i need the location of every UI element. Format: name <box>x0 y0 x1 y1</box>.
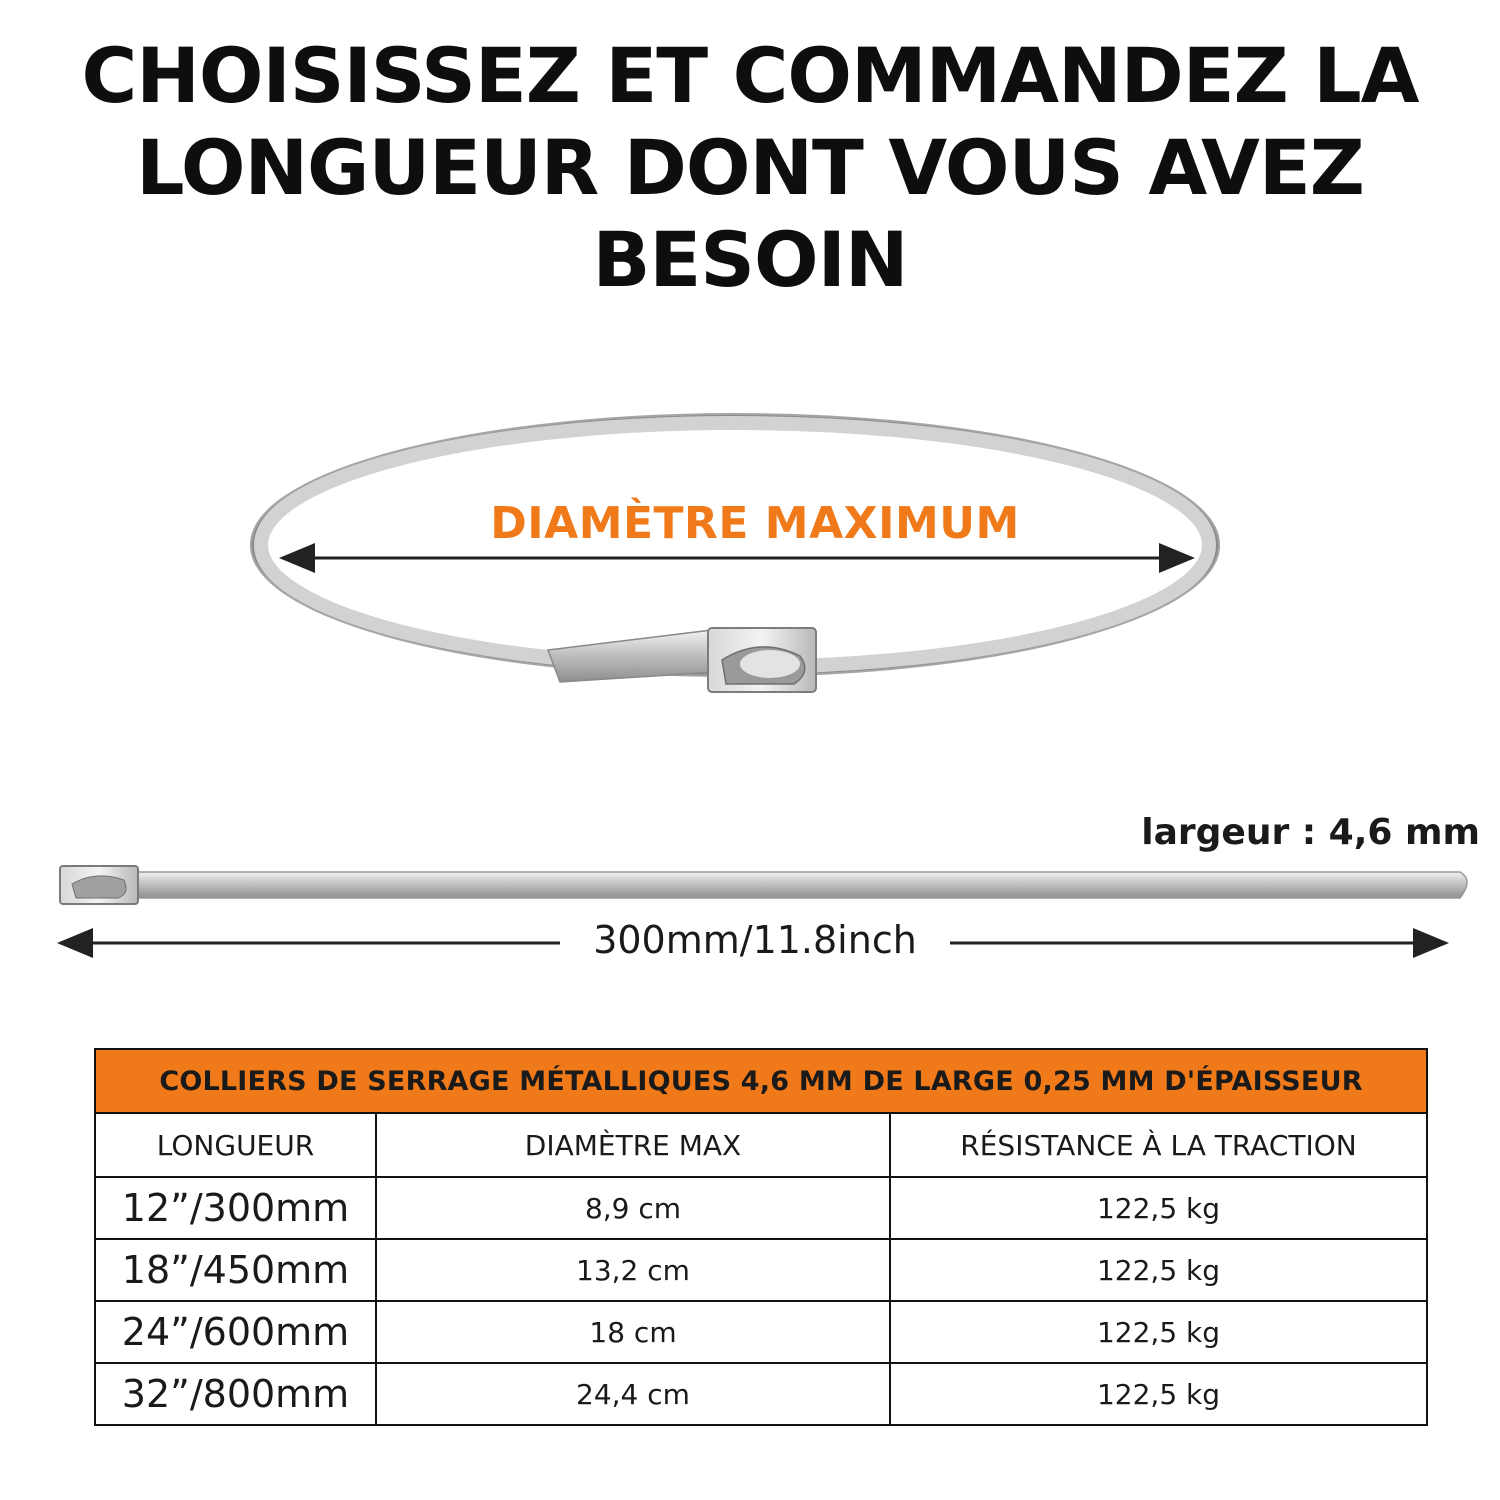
table-row <box>95 1301 1427 1363</box>
headline-line-2: LONGUEUR DONT VOUS AVEZ BESOIN <box>136 123 1364 304</box>
spec-table <box>94 1048 1428 1426</box>
header-length: LONGUEUR <box>95 1113 376 1177</box>
table-row <box>95 1177 1427 1239</box>
cell-length: 18”/450mm <box>95 1239 376 1301</box>
cell-tensile-strength: 122,5 kg <box>890 1239 1427 1301</box>
cell-tensile-strength: 122,5 kg <box>890 1301 1427 1363</box>
header-tensile-strength: RÉSISTANCE À LA TRACTION <box>890 1113 1427 1177</box>
cell-length: 32”/800mm <box>95 1363 376 1425</box>
table-row <box>95 1239 1427 1301</box>
cell-tensile-strength: 122,5 kg <box>890 1177 1427 1239</box>
cell-length: 12”/300mm <box>95 1177 376 1239</box>
table-row <box>95 1363 1427 1425</box>
cell-length: 24”/600mm <box>95 1301 376 1363</box>
headline-line-1: CHOISISSEZ ET COMMANDEZ LA <box>81 31 1419 120</box>
length-label: 300mm/11.8inch <box>560 918 950 962</box>
looped-cable-tie <box>251 414 1219 692</box>
buckle <box>708 628 816 692</box>
cell-max-diameter: 13,2 cm <box>376 1239 890 1301</box>
spec-table-title: COLLIERS DE SERRAGE MÉTALLIQUES 4,6 MM DE LARGE 0,25 MM D'ÉPAISSEUR <box>95 1049 1427 1113</box>
cell-max-diameter: 8,9 cm <box>376 1177 890 1239</box>
spec-table-header <box>95 1113 1427 1177</box>
straight-cable-tie <box>60 866 1467 904</box>
cell-tensile-strength: 122,5 kg <box>890 1363 1427 1425</box>
header-max-diameter: DIAMÈTRE MAX <box>376 1113 890 1177</box>
max-diameter-label: DIAMÈTRE MAXIMUM <box>490 498 1020 549</box>
cell-max-diameter: 18 cm <box>376 1301 890 1363</box>
width-label: largeur : 4,6 mm <box>1141 812 1480 853</box>
cell-max-diameter: 24,4 cm <box>376 1363 890 1425</box>
